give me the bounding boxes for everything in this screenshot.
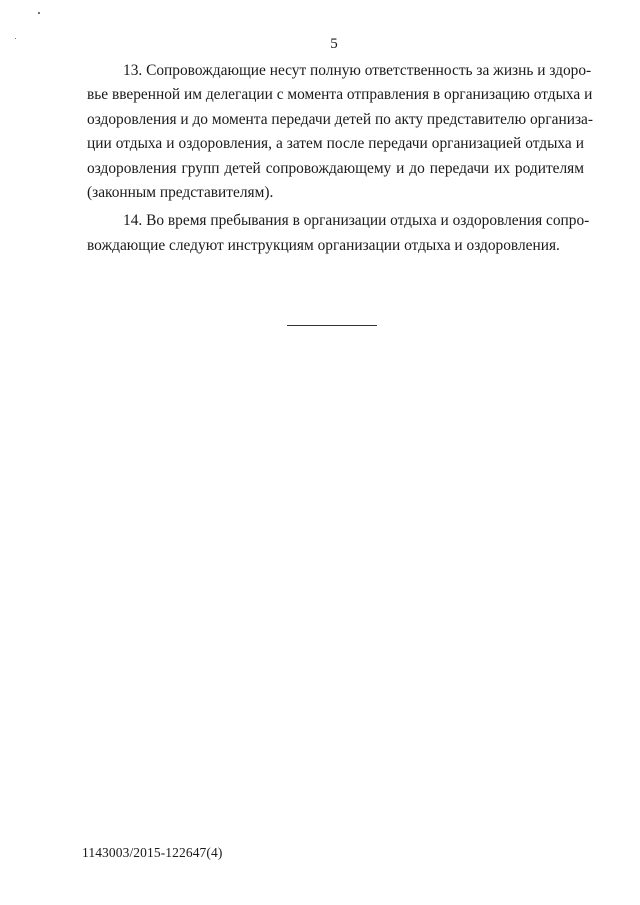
text-line: оздоровления групп детей сопровождающему и до передачи их родителям xyxy=(87,159,584,177)
text-line: 13. Сопровождающие несут полную ответственность за жизнь и здоро- xyxy=(123,62,592,79)
text-line: оздоровления и до момента передачи детей по акту представителю организа- xyxy=(87,110,593,128)
text-line: вождающие следуют инструкциям организации отдыха и оздоровления. xyxy=(87,236,560,254)
text-line: 14. Во время пребывания в организации отдыха и оздоровления сопро- xyxy=(123,212,590,230)
paragraph-13 xyxy=(87,59,593,205)
scan-speck xyxy=(38,12,40,14)
text-line: ции отдыха и оздоровления, а затем после передачи организацией отдыха и xyxy=(87,135,584,153)
document-body xyxy=(87,59,593,262)
section-separator-line xyxy=(287,325,377,326)
page-number: 5 xyxy=(330,36,338,52)
text-line: вье вверенной им делегации с момента отправления в организацию отдыха и xyxy=(87,86,593,104)
document-registration-code: 1143003/2015-122647(4) xyxy=(82,845,223,860)
paragraph-14 xyxy=(87,209,590,258)
text-line: (законным представителям). xyxy=(87,184,274,202)
